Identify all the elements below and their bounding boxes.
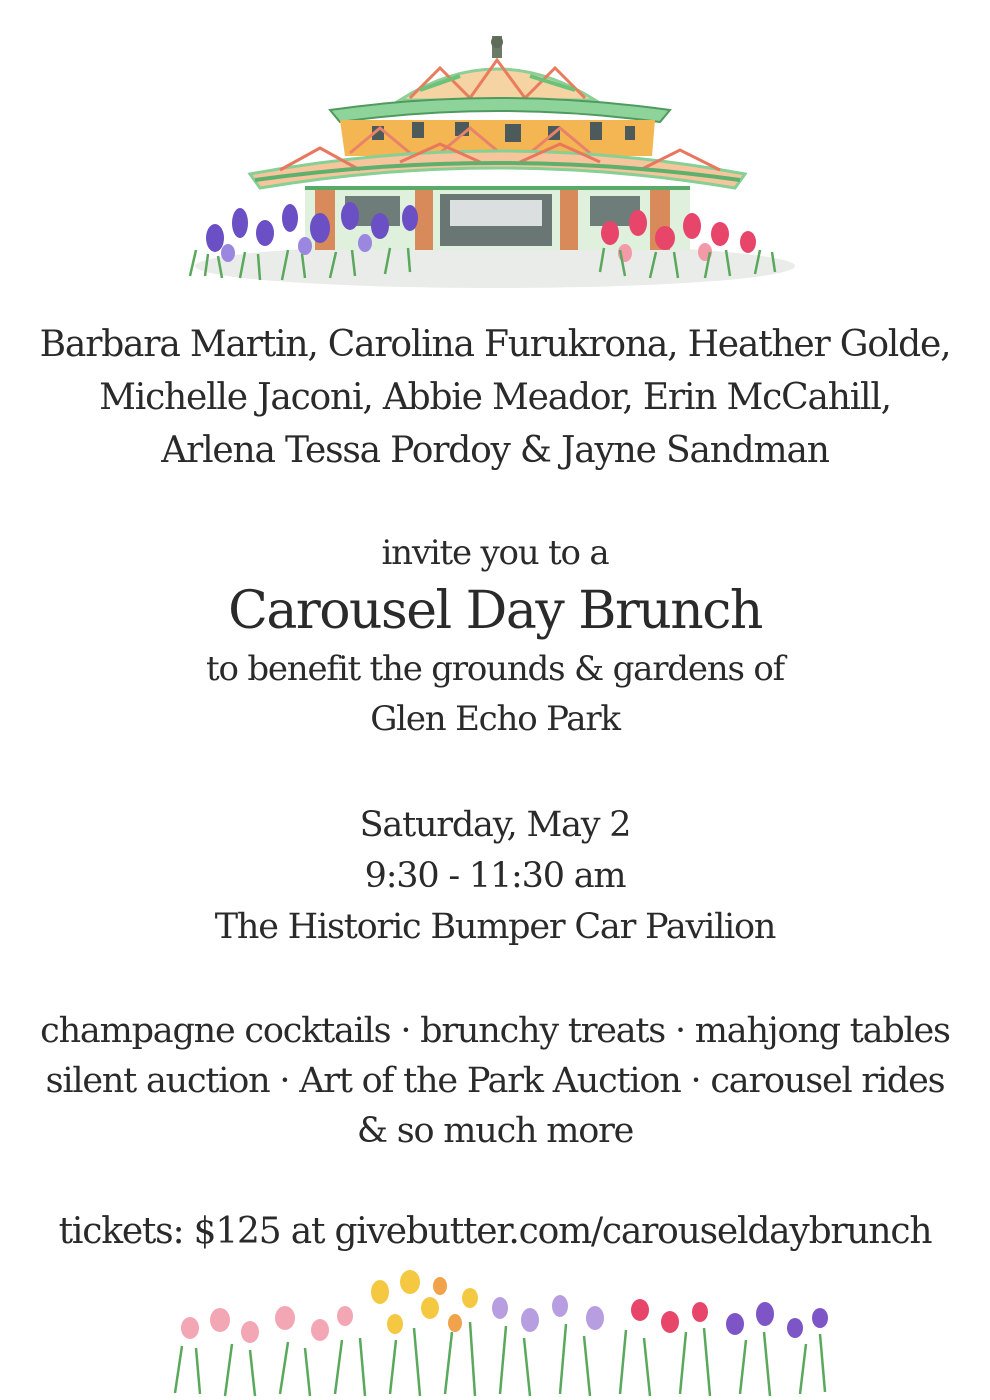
hosts-line-1: Barbara Martin, Carolina Furukrona, Heather Golde, — [39, 324, 951, 365]
hosts-line-3: Arlena Tessa Pordoy & Jayne Sandman — [161, 430, 829, 471]
benefit-line-1: to benefit the grounds & gardens of — [205, 649, 785, 689]
event-details — [0, 800, 990, 953]
hosts-line-2: Michelle Jaconi, Abbie Meador, Erin McCahill, — [99, 377, 891, 418]
tickets-info — [0, 1206, 990, 1258]
amenities-line-3: & so much more — [356, 1111, 634, 1151]
tickets-text: tickets: $125 at givebutter.com/carouseldaybrunch — [58, 1211, 932, 1252]
event-venue: The Historic Bumper Car Pavilion — [214, 907, 776, 947]
hosts-list — [0, 318, 990, 477]
event-title: Carousel Day Brunch — [228, 581, 762, 641]
event-time: 9:30 - 11:30 am — [364, 856, 626, 896]
benefit-line-2: Glen Echo Park — [370, 699, 620, 739]
watercolor-pavilion-icon — [0, 28, 990, 290]
invite-lead: invite you to a — [381, 533, 609, 573]
event-date: Saturday, May 2 — [359, 805, 631, 845]
invitation-block — [0, 528, 990, 744]
amenities-line-2: silent auction · Art of the Park Auction · carousel rides — [45, 1061, 945, 1101]
watercolor-flowers-icon — [0, 1268, 990, 1400]
amenities-list — [0, 1006, 990, 1156]
amenities-line-1: champagne cocktails · brunchy treats · mahjong tables — [40, 1011, 950, 1051]
